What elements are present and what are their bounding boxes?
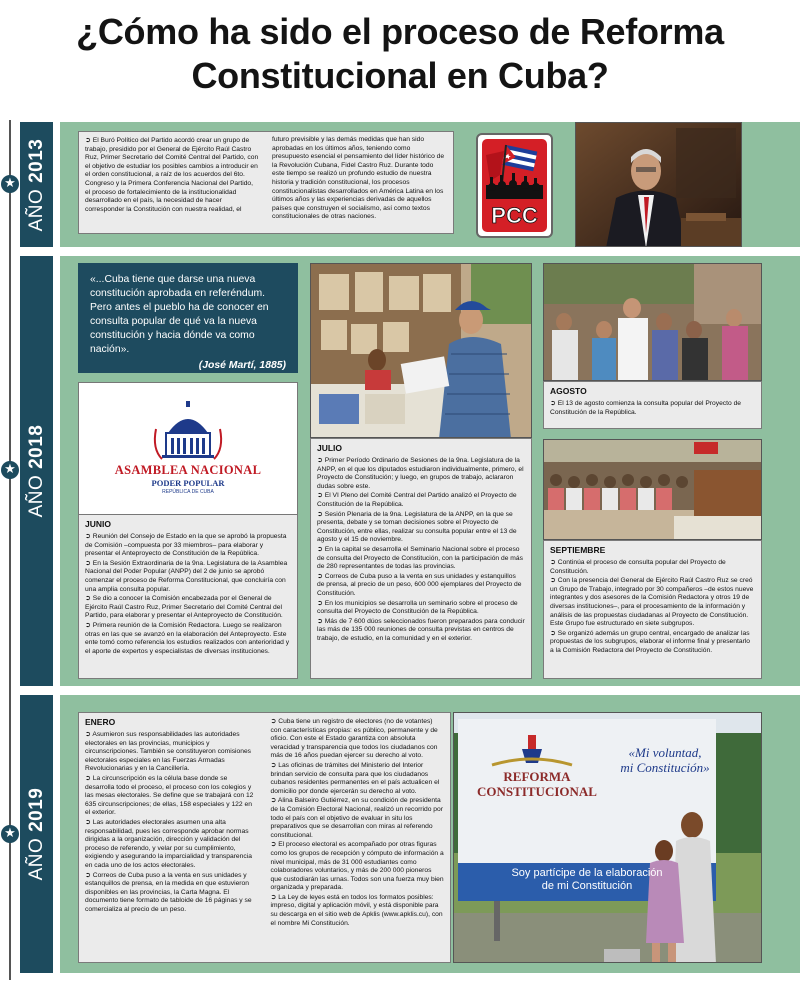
timeline-line <box>9 120 11 980</box>
star-icon: ★ <box>1 175 19 193</box>
asamblea-subtitle: PODER POPULAR <box>151 478 225 488</box>
star-icon: ★ <box>1 461 19 479</box>
photo-raul-castro <box>575 122 742 247</box>
agosto-heading: AGOSTO <box>550 386 587 396</box>
junio-item: Reunión del Consejo de Estado en la que se aprobó la propuesta de Comisión –compuesta por 33 miembros– para elaborar y presentar el Anteproyecto de Constitución de la República. <box>85 533 287 558</box>
billboard-banner: Soy partícipe de la elaboración de mi Constitución <box>511 867 663 892</box>
enero-item: Las autoridades electorales asumen una alta responsabilidad, pues les corresponde aprobar normas dirigidas a la organización, dirección y validación del proceso de referendo, y velar por su cumplimiento, exigiendo y asegurando la imparcialidad y transparencia en cada uno de los actos electorales. <box>85 818 252 869</box>
julio-item: En los municipios se desarrolla un seminario sobre el proceso de consulta del Proyecto de Constitución de la República. <box>317 599 518 616</box>
asamblea-logo <box>78 382 298 515</box>
julio-item: Sesión Plenaria de la 9na. Legislatura de la ANPP, en la que se presenta, debate y se toman decisiones sobre el Proyecto de Constitución, entre ellas, realizar su consulta popular entre el 13 de agosto y el 15 de noviembre. <box>317 510 517 544</box>
billboard-title: REFORMA CONSTITUCIONAL <box>477 769 597 799</box>
year-label-2013: AÑO 2013 <box>25 138 47 231</box>
julio-item: Más de 7 600 dúos seleccionados fueron preparados para conducir las más de 135 000 reuniones de consulta previstas en centros de trabajo, de estudio, en la comunidad y en el exterior. <box>317 617 525 642</box>
julio-item: Correos de Cuba puso a la venta en sus unidades y estanquillos de prensa, al precio de un peso, 600 000 ejemplares del Proyecto de Constitución. <box>317 572 522 597</box>
julio-item: Primer Período Ordinario de Sesiones de la 9na. Legislatura de la ANPP, en el que los diputados estudiaron individualmente, primero, el Proyecto de Constitución; y luego, en grupos de trabajo, aclararon dudas sobre este. <box>317 457 524 490</box>
marti-quote <box>78 263 298 373</box>
septiembre-item: Se organizó además un grupo central, encargado de analizar las propuestas de los subgrupos, elaborar el informe final y presentarlo a la Comisión Redactora del Proyecto de Constitución. <box>550 629 750 654</box>
quote-author: (José Martí, 1885) <box>198 360 286 371</box>
enero-item: La circunscripción es la célula base donde se desarrolla todo el proceso, el proceso con los colegios y las mesas electorales. Se define que se trabajará con 12 635 circunscripciones; de ellas, 158 especiales y 122 en el exterior. <box>85 774 254 817</box>
photo-kiosk <box>310 263 532 438</box>
junio-item: Primera reunión de la Comisión Redactora. Luego se realizaron otras en las que se avanzó en la elaboración del Anteproyecto. Este ente tomó como referencia los estudios realizados con anterioridad y el aporte de expertos y especialistas de diversas instituciones. <box>85 621 290 655</box>
enero-item: Cuba tiene un registro de electores (no de votantes) con características propias: es público, permanente y de oficio. Con este el Estado garantiza con absoluta veracidad y transparencia que todos los ciudadanos con más de 16 años puedan ejercer su derecho al voto. <box>270 718 438 760</box>
page-title <box>0 10 800 98</box>
septiembre-box: SEPTIEMBRE ➲ Continúa el proceso de consulta popular del Proyecto de Constitución. ➲ Con la presencia del General de Ejército Raúl Castro Ruz se creó un Grupo de Trabajo, integrado por 30 compañeros –de estos nueve integrantes y dos asesores de la Comisión Redactora y otros 19 de diversas instituciones–, para el procesamiento de la información y análisis de las propuestas ciudadanas al Proyecto de Constitución. Este Grupo fue estructurado en siete subgrupos. ➲ Se organizó además un grupo central, encargado de analizar las propuestas de los subgrupos, elaborar el informe final y presentarlo a la Comisión Redactora del Proyecto de Constitución. <box>543 540 762 679</box>
year-tab-2013 <box>20 122 53 247</box>
divider-2018 <box>20 688 800 692</box>
enero-item: Asumieron sus responsabilidades las autoridades electorales en las provincias, municipios y circunscripciones. También se constituyeron comisiones electorales especiales en las Fuerzas Armadas Revolucionarias y en la Cancillería. <box>85 731 252 773</box>
asamblea-country: REPÚBLICA DE CUBA <box>162 489 214 495</box>
star-icon: ★ <box>1 825 19 843</box>
asamblea-title: ASAMBLEA NACIONAL <box>114 463 262 477</box>
julio-item: El VI Pleno del Comité Central del Partido analizó el Proyecto de Constitución de la República. <box>317 492 517 508</box>
junio-item: Se dio a conocer la Comisión encabezada por el General de Ejército Raúl Castro Ruz, Primer Secretario del Comité Central del Partido, para elaborar y presentar el Anteproyecto de Constitución. <box>85 595 283 620</box>
julio-heading: JULIO <box>317 443 343 453</box>
agosto-item: El 13 de agosto comienza la consulta popular del Proyecto de Constitución de la República. <box>550 400 742 416</box>
septiembre-item: Continúa el proceso de consulta popular del Proyecto de Constitución. <box>550 559 726 575</box>
septiembre-item: Con la presencia del General de Ejército Raúl Castro Ruz se creó un Grupo de Trabajo, integrado por 30 compañeros –de estos nueve integrantes y dos asesores de la Comisión Redactora y otros 19 de diversas instituciones–, para el procesamiento de la información y análisis de las propuestas ciudadanas al Proyecto de Constitución. Este Grupo fue estructurado en siete subgrupos. <box>550 577 754 628</box>
enero-heading: ENERO <box>85 717 116 727</box>
year-label-2019: AÑO 2019 <box>25 787 47 881</box>
photo-consulta-septiembre <box>543 439 762 540</box>
text-box-2013: ➲ El Buró Político del Partido acordó crear un grupo de trabajo, presidido por el General de Ejército Raúl Castro Ruz, Primer Secretario del Comité Central del Partido, con el objetivo de estudiar los posibles cambios a introducir en el orden constitucional, a raíz de los acuerdos del 6to. Congreso y la Primera Conferencia Nacional del Partido, el proceso de fortalecimiento de la institucionalidad desarrollado en el país, la necesidad de hacer corresponder la Constitución con nuestra realidad, el futuro previsible y las demás medidas que han sido aprobadas en los últimos años, teniendo como presupuesto esencial el pensamiento del líder histórico de la Revolución Cubana, Fidel Castro Ruz. Durante todo este tiempo se realizó un profundo estudio de nuestra historia y tradición constitucional, los procesos constitucionalistas desarrollados en América Latina en los últimos años y las experiencias derivadas de aquellos países que construyen el socialismo, así como textos constitucionales de otras naciones. <box>78 131 454 234</box>
photo-billboard <box>453 712 762 963</box>
divider-2013 <box>20 249 800 253</box>
year-tab-2018 <box>20 256 53 686</box>
text-2013-col1: El Buró Político del Partido acordó crear un grupo de trabajo, presidido por el General de Ejército Raúl Castro Ruz, Primer Secretario del Comité Central del Partido, con el objetivo de estudiar los posibles cambios a introducir en el orden constitucional, a raíz de los acuerdos del 6to. Congreso y la Primera Conferencia Nacional del Partido, el proceso de fortalecimiento de la institucionalidad desarrollado en el país, la necesidad de hacer corresponder la Constitución con nuestra realidad, el futuro previsible y <box>85 136 325 213</box>
junio-box: JUNIO ➲ Reunión del Consejo de Estado en la que se aprobó la propuesta de Comisión –compuesta por 33 miembros– para elaborar y presentar el Anteproyecto de Constitución de la República. ➲ En la Sesión Extraordinaria de la 9na. Legislatura de la Asamblea Nacional del Poder Popular (ANPP) del 2 de junio se aprobó comenzar el proceso de Reforma Constitucional, que concluiría con una amplia consulta popular. ➲ Se dio a conocer la Comisión encabezada por el General de Ejército Raúl Castro Ruz, Primer Secretario del Comité Central del Partido, para elaborar y presentar el Anteproyecto de Constitución. ➲ Primera reunión de la Comisión Redactora. Luego se realizaron otras en las que se avanzó en la elaboración del Anteproyecto. Este ente tomó como referencia los estudios realizados con anterioridad y el aporte de expertos y especialistas de diversas instituciones. <box>78 515 298 679</box>
text-2013-col2: las demás medidas que han sido aprobadas en los últimos años, teniendo como presupuesto esencial el pensamiento del líder histórico de la Revolución Cubana, Fidel Castro Ruz. Durante todo este tiempo se realizó un profundo estudio de nuestra historia y tradición constitucional, los procesos constitucionalistas desarrollados en América Latina en los últimos años y las experiencias derivadas de aquellos países que construyen el socialismo, así como textos constitucionales de otras naciones. <box>272 136 445 221</box>
section-2018 <box>60 256 800 686</box>
year-tab-2019 <box>20 695 53 973</box>
enero-item: El proceso electoral es acompañado por otras figuras como los grupos de recepción y cómputo de información a nivel municipal, más de 31 000 estudiantes como colaboradores voluntarios, y más de 200 000 pioneros que custodiarán las urnas. Todos son una fuerza muy bien organizada y preparada. <box>270 841 444 892</box>
title-line-2: Constitucional en Cuba? <box>191 55 609 96</box>
title-line-1: ¿Cómo ha sido el proceso de Reforma <box>76 11 724 52</box>
junio-heading: JUNIO <box>85 519 111 529</box>
billboard-slogan: «Mi voluntad, mi Constitución» <box>620 745 710 775</box>
section-2019 <box>60 695 800 973</box>
julio-box: JULIO ➲ Primer Período Ordinario de Sesiones de la 9na. Legislatura de la ANPP, en el que los diputados estudiaron individualmente, primero, el Proyecto de Constitución; y luego, en grupos de trabajo, aclararon dudas sobre este. ➲ El VI Pleno del Comité Central del Partido analizó el Proyecto de Constitución de la República. ➲ Sesión Plenaria de la 9na. Legislatura de la ANPP, en la que se presenta, debate y se toman decisiones sobre el Proyecto de Constitución, entre ellas, realizar su consulta popular entre el 13 de agosto y el 15 de noviembre. ➲ En la capital se desarrolla el Seminario Nacional sobre el proceso de consulta del Proyecto de Constitución, con la participación de más de 280 representantes de todas las provincias. ➲ Correos de Cuba puso a la venta en sus unidades y estanquillos de prensa, al precio de un peso, 600 000 ejemplares del Proyecto de Constitución. ➲ En los municipios se desarrolla un seminario sobre el proceso de consulta del Proyecto de Constitución de la República. ➲ Más de 7 600 dúos seleccionados fueron preparados para conducir las más de 135 000 reuniones de consulta previstas en centros de trabajo, de estudio, en la comunidad y en el exterior. <box>310 438 532 679</box>
julio-item: En la capital se desarrolla el Seminario Nacional sobre el proceso de consulta del Proyecto de Constitución, con la participación de más de 280 representantes de todas las provincias. <box>317 545 523 571</box>
septiembre-heading: SEPTIEMBRE <box>550 545 606 555</box>
year-label-2018: AÑO 2018 <box>25 424 47 518</box>
quote-text: «...Cuba tiene que darse una nueva constitución aprobada en referéndum. Pero antes el pueblo ha de conocer en consulta popular de qué va la nueva constitución y hacia dónde va como nación». <box>90 274 269 355</box>
pcc-logo-text: PCC <box>491 203 538 228</box>
enero-item: Correos de Cuba puso a la venta en sus unidades y estanquillos de prensa, en la medida en que estuvieron disponibles en las provincias, la Carta Magna. El documento tiene formato de tabloide de 16 páginas y se comercializa al precio de un peso. <box>85 871 252 913</box>
section-2013 <box>60 122 800 247</box>
enero-item: Las oficinas de trámites del Ministerio del Interior brindan servicio de consulta para que los ciudadanos cubanos residentes permanentes en el país actualicen el domicilio por donde ejercerán su derecho al voto. <box>270 761 440 795</box>
agosto-box: AGOSTO ➲ El 13 de agosto comienza la consulta popular del Proyecto de Constitución de la República. <box>543 381 762 429</box>
pcc-logo <box>476 133 553 238</box>
junio-item: En la Sesión Extraordinaria de la 9na. Legislatura de la Asamblea Nacional del Poder Popular (ANPP) del 2 de junio se aprobó comenzar el proceso de Reforma Constitucional, que concluiría con una amplia consulta popular. <box>85 559 288 593</box>
enero-item: La Ley de leyes está en todos los formatos posibles: impreso, digital y aplicación móvil, y está disponible para su descarga en el sitio web de Apklis (www.apklis.cu), con el nombre Mi Constitución. <box>270 893 443 927</box>
enero-box: ENERO ➲ Asumieron sus responsabilidades las autoridades electorales en las provincias, municipios y circunscripciones. También se constituyeron comisiones electorales especiales en las Fuerzas Armadas Revolucionarias y en la Cancillería. ➲ La circunscripción es la célula base donde se desarrolla todo el proceso, el proceso con los colegios y las mesas electorales. Se define que se trabajará con 12 635 circunscripciones; de ellas, 158 especiales y 122 en el exterior. ➲ Las autoridades electorales asumen una alta responsabilidad, pues les corresponde aprobar normas dirigidas a la organización, dirección y validación del proceso de referendo, y velar por su cumplimiento, exigiendo y asegurando la imparcialidad y transparencia en cada uno de los actos electorales. ➲ Correos de Cuba puso a la venta en sus unidades y estanquillos de prensa, en la medida en que estuvieron disponibles en las provincias, la Carta Magna. El documento tiene formato de tabloide de 16 páginas y se comercializa al precio de un peso. ➲ Cuba tiene un registro de electores (no de votantes) con características propias: es público, permanente y de oficio. Con este el Estado garantiza con absoluta veracidad y transparencia que todos los ciudadanos con más de 16 años puedan ejercer su derecho al voto. ➲ Las oficinas de trámites del Ministerio del Interior brindan servicio de consulta para que los ciudadanos cubanos residentes permanentes en el país actualicen el domicilio por donde ejercerán su derecho al voto. ➲ Alina Balseiro Gutiérrez, en su condición de presidenta de la Comisión Electoral Nacional, realizó un recorrido por todo el país con el objetivo de evaluar in situ los preparativos que se desarrollan con miras al referendo constitucional. ➲ El proceso electoral es acompañado por otras figuras como los grupos de recepción y cómputo de información a nivel municipal, más de 31 000 estudiantes como colaboradores voluntarios, y más de 200 000 pioneros que custodiarán las urnas. Todos son una fuerza muy bien organizada y preparada. ➲ La Ley de leyes está en todos los formatos posibles: impreso, digital y aplicación móvil, y está disponible para su descarga en el sitio web de Apklis (www.apklis.cu), con el nombre Mi Constitución. <box>78 712 451 963</box>
photo-consulta-agosto <box>543 263 762 381</box>
enero-item: Alina Balseiro Gutiérrez, en su condición de presidenta de la Comisión Electoral Nacional, realizó un recorrido por todo el país con el objetivo de evaluar in situ los preparativos que se desarrollan con miras al referendo constitucional. <box>270 797 443 839</box>
